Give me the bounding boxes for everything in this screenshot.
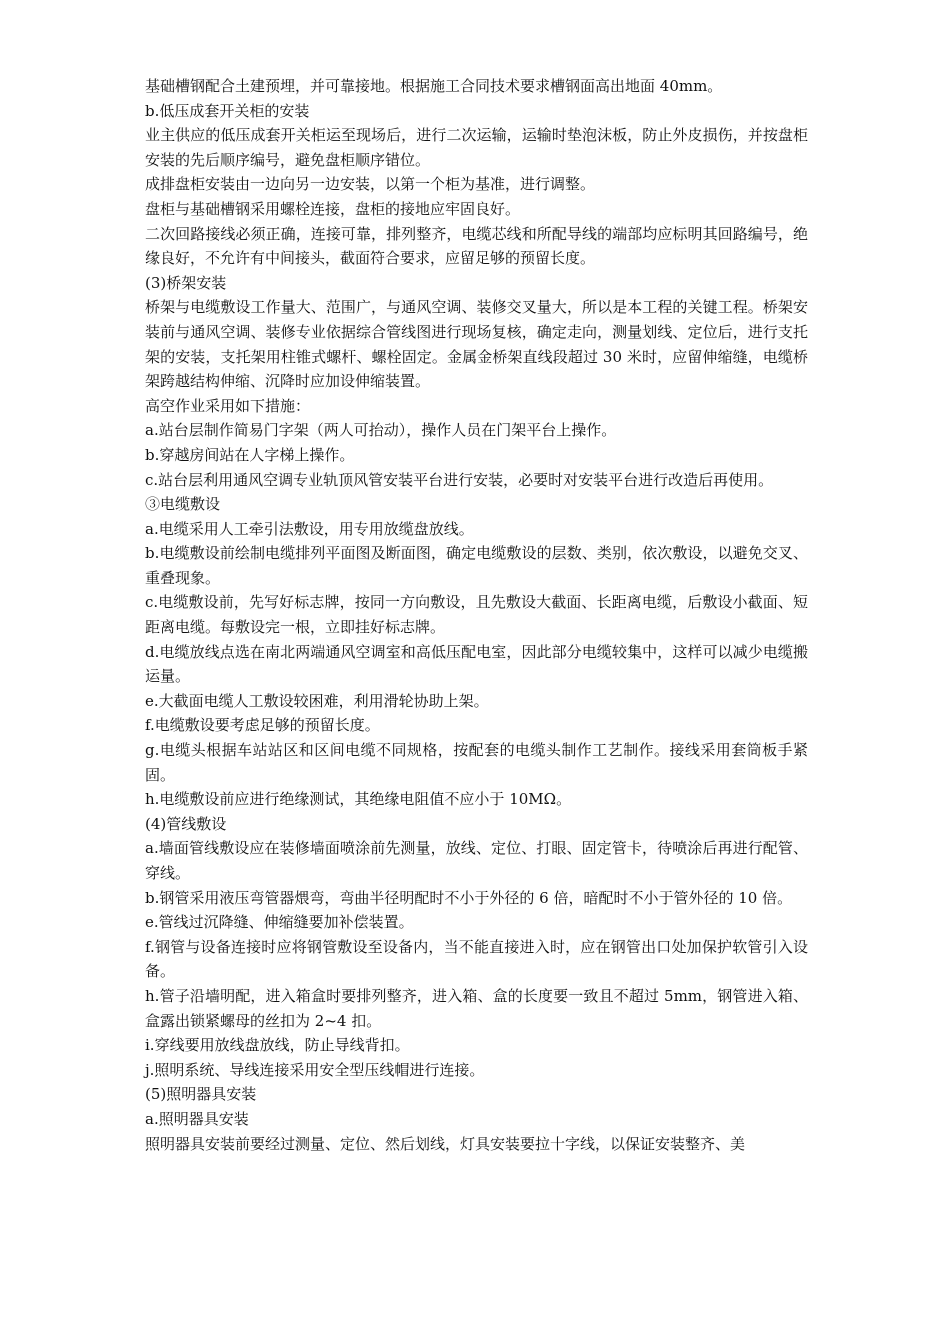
paragraph: 成排盘柜安装由一边向另一边安装，以第一个柜为基准，进行调整。	[145, 175, 596, 194]
section-heading: (4)管线敷设	[145, 814, 227, 833]
list-item: b.电缆敷设前绘制电缆排列平面图及断面图，确定电缆敷设的层数、类别，依次敷设，以避免交叉、重叠现象。	[145, 544, 808, 587]
list-item: f.电缆敷设要考虑足够的预留长度。	[145, 716, 380, 735]
section-heading: ③电缆敷设	[145, 495, 221, 514]
list-item: h.管子沿墙明配，进入箱盒时要排列整齐，进入箱、盒的长度要一致且不超过 5mm，钢管进入箱、盒露出锁紧螺母的丝扣为 2~4 扣。	[145, 986, 808, 1030]
paragraph: 业主供应的低压成套开关柜运至现场后，进行二次运输，运输时垫泡沫板，防止外皮损伤，并按盘柜安装的先后顺序编号，避免盘柜顺序错位。	[145, 126, 808, 169]
section-heading: (3)桥架安装	[145, 273, 227, 292]
list-item: b.钢管采用液压弯管器煨弯，弯曲半径明配时不小于外径的 6 倍，暗配时不小于管外径的 10 倍。	[145, 888, 793, 907]
list-item: e.大截面电缆人工敷设较困难，利用滑轮协助上架。	[145, 691, 489, 710]
list-item: a.墙面管线敷设应在装修墙面喷涂前先测量，放线、定位、打眼、固定管卡，待喷涂后再进行配管、穿线。	[145, 839, 808, 882]
list-item: e.管线过沉降缝、伸缩缝要加补偿装置。	[145, 913, 414, 932]
section-heading: (5)照明器具安装	[145, 1085, 257, 1104]
list-item: b.穿越房间站在人字梯上操作。	[145, 445, 355, 464]
paragraph: 桥架与电缆敷设工作量大、范围广，与通风空调、装修交叉量大，所以是本工程的关键工程。桥架安装前与通风空调、装修专业依据综合管线图进行现场复核，确定走向，测量划线、定位后，进行支托架的安装，支托架用柱锥式螺杆、螺栓固定。金属金桥架直线段超过 30 米时，应留伸缩缝，电缆桥架跨越结构伸缩、沉降时应加设伸缩装置。	[145, 298, 808, 391]
list-item: h.电缆敷设前应进行绝缘测试，其绝缘电阻值不应小于 10MΩ。	[145, 790, 572, 809]
list-item: g.电缆头根据车站站区和区间电缆不同规格，按配套的电缆头制作工艺制作。接线采用套筒板手紧固。	[145, 741, 808, 784]
list-item: i.穿线要用放线盘放线，防止导线背扣。	[145, 1036, 410, 1055]
body-text	[145, 74, 808, 1156]
list-item: a.站台层制作简易门字架（两人可抬动），操作人员在门架平台上操作。	[145, 421, 617, 440]
section-heading: b.低压成套开关柜的安装	[145, 101, 310, 120]
list-item: a.电缆采用人工牵引法敷设，用专用放缆盘放线。	[145, 519, 474, 538]
list-item: j.照明系统、导线连接采用安全型压线帽进行连接。	[145, 1060, 485, 1079]
paragraph: 基础槽钢配合土建预埋，并可靠接地。根据施工合同技术要求槽钢面高出地面 40mm。	[145, 77, 723, 95]
list-item: d.电缆放线点选在南北两端通风空调室和高低压配电室，因此部分电缆较集中，这样可以减少电缆搬运量。	[145, 642, 808, 686]
paragraph: 二次回路接线必须正确，连接可靠，排列整齐，电缆芯线和所配导线的端部均应标明其回路编号，绝缘良好，不允许有中间接头，截面符合要求，应留足够的预留长度。	[145, 224, 808, 268]
paragraph: 盘柜与基础槽钢采用螺栓连接，盘柜的接地应牢固良好。	[145, 199, 521, 218]
section-heading: a.照明器具安装	[145, 1109, 249, 1128]
list-item: c.站台层利用通风空调专业轨顶风管安装平台进行安装，必要时对安装平台进行改造后再使用。	[145, 470, 774, 489]
paragraph: 高空作业采用如下措施：	[145, 396, 311, 415]
list-item: c.电缆敷设前，先写好标志牌，按同一方向敷设，且先敷设大截面、长距离电缆，后敷设小截面、短距离电缆。每敷设完一根，立即挂好标志牌。	[145, 593, 808, 637]
paragraph: 照明器具安装前要经过测量、定位、然后划线，灯具安装要拉十字线，以保证安装整齐、美	[145, 1134, 746, 1153]
list-item: f.钢管与设备连接时应将钢管敷设至设备内，当不能直接进入时，应在钢管出口处加保护软管引入设备。	[145, 937, 808, 981]
